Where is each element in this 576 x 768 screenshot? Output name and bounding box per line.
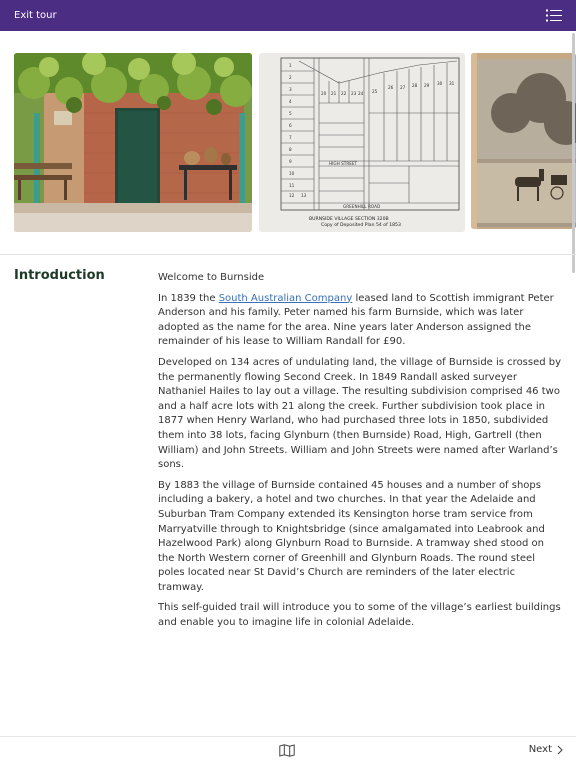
exit-tour-button[interactable]: Exit tour xyxy=(14,10,57,21)
south-australian-company-link[interactable]: South Australian Company xyxy=(218,292,353,304)
footer-divider xyxy=(0,736,576,737)
plan-lot-label: 1 xyxy=(289,63,292,68)
plan-lot-label: 5 xyxy=(289,111,292,116)
plan-caption-subtitle: Copy of Deposited Plan 54 of 1853 xyxy=(321,223,401,228)
intro-body xyxy=(158,271,562,637)
plan-lot-label: 31 xyxy=(449,81,455,86)
chevron-right-icon xyxy=(557,745,563,755)
top-bar xyxy=(0,0,576,31)
plan-lot-label: 2 xyxy=(289,75,292,80)
page-title: Introduction xyxy=(14,268,105,283)
plan-lot-label: 8 xyxy=(289,147,292,152)
plan-lot-label: 24 xyxy=(358,91,364,96)
historic-street-photo[interactable] xyxy=(471,53,576,229)
paragraph-history xyxy=(158,292,562,350)
plan-lot-label: 12 xyxy=(289,193,295,198)
plan-street-label: HIGH STREET xyxy=(329,161,358,166)
paragraph-trail: This self-guided trail will introduce you to some of the village’s earliest buildings and enable you to imagine life in colonial Adelaide. xyxy=(158,602,561,629)
paragraph-text: In 1839 the xyxy=(158,292,219,304)
plan-lot-label: 9 xyxy=(289,159,292,164)
section-divider xyxy=(0,254,576,255)
scrollbar[interactable] xyxy=(572,33,575,273)
plan-lot-label: 23 xyxy=(351,91,357,96)
subdivision-plan-image[interactable] xyxy=(259,53,465,232)
map-icon[interactable] xyxy=(279,744,295,757)
plan-lot-label: 27 xyxy=(400,85,406,90)
plan-lot-label: 20 xyxy=(321,91,327,96)
plan-lot-label: 25 xyxy=(372,89,378,94)
list-menu-icon[interactable] xyxy=(546,9,562,22)
plan-caption-title: BURNSIDE VILLAGE SECTION 320B xyxy=(309,217,389,222)
plan-lot-label: 7 xyxy=(289,135,292,140)
plan-lot-label: 4 xyxy=(289,99,292,104)
plan-road-label: GREENHILL ROAD xyxy=(343,204,381,209)
cottage-photo[interactable] xyxy=(14,53,252,232)
plan-lot-label: 10 xyxy=(289,171,295,176)
plan-lot-label: 11 xyxy=(289,183,295,188)
plan-lot-label: 30 xyxy=(437,81,443,86)
paragraph-village: Developed on 134 acres of undulating land, the village of Burnside is crossed by the permanently flowing Second Creek. In 1849 Randall asked surveyer Nathaniel Hailes to lay out a village. The resulting subdivision comprised 46 two and a half acre lots with 21 along the creek. Further subdivision took place in 1877 when Henry Warland, who had purchased three lots in 1850, subdivided them into 38 lots, facing Glynburn (then Burnside) Road, High, Gartrell (then William) and John Streets. William and John Streets were named after Warland’s sons. xyxy=(158,356,562,471)
plan-lot-label: 26 xyxy=(388,85,394,90)
paragraph-1883: By 1883 the village of Burnside contained 45 houses and a number of shops including a bakery, a hotel and two churches. In that year the Adelaide and Suburban Tram Company extended its Kensington horse tram service from Marryatville through to Knightsbridge (since amalgamated into Leabrook and Hazelwood Park) along Glynburn Road to Burnside. A tramway shed stood on the North Western corner of Greenhill and Glynburn Roads. The round steel poles located near St David’s Church are reminders of the later electric tramway. xyxy=(158,479,545,593)
plan-lot-label: 21 xyxy=(331,91,337,96)
plan-lot-label: 3 xyxy=(289,87,292,92)
plan-lot-label: 29 xyxy=(424,83,430,88)
next-button[interactable] xyxy=(529,744,563,755)
welcome-text: Welcome to Burnside xyxy=(158,272,265,283)
next-label: Next xyxy=(528,744,552,755)
plan-lot-label: 22 xyxy=(341,91,347,96)
image-gallery[interactable] xyxy=(0,53,576,232)
plan-lot-label: 28 xyxy=(412,83,418,88)
plan-lot-label: 13 xyxy=(301,193,307,198)
paragraph-text: leased land to Scottish immigrant Peter Anderson and his family. Peter named his farm Burnside, which was later adopted as the name for the area. Nine years later Anderson assigned the remainder of his lease to William Randall for £90. xyxy=(158,292,554,348)
plan-lot-label: 6 xyxy=(289,123,292,128)
